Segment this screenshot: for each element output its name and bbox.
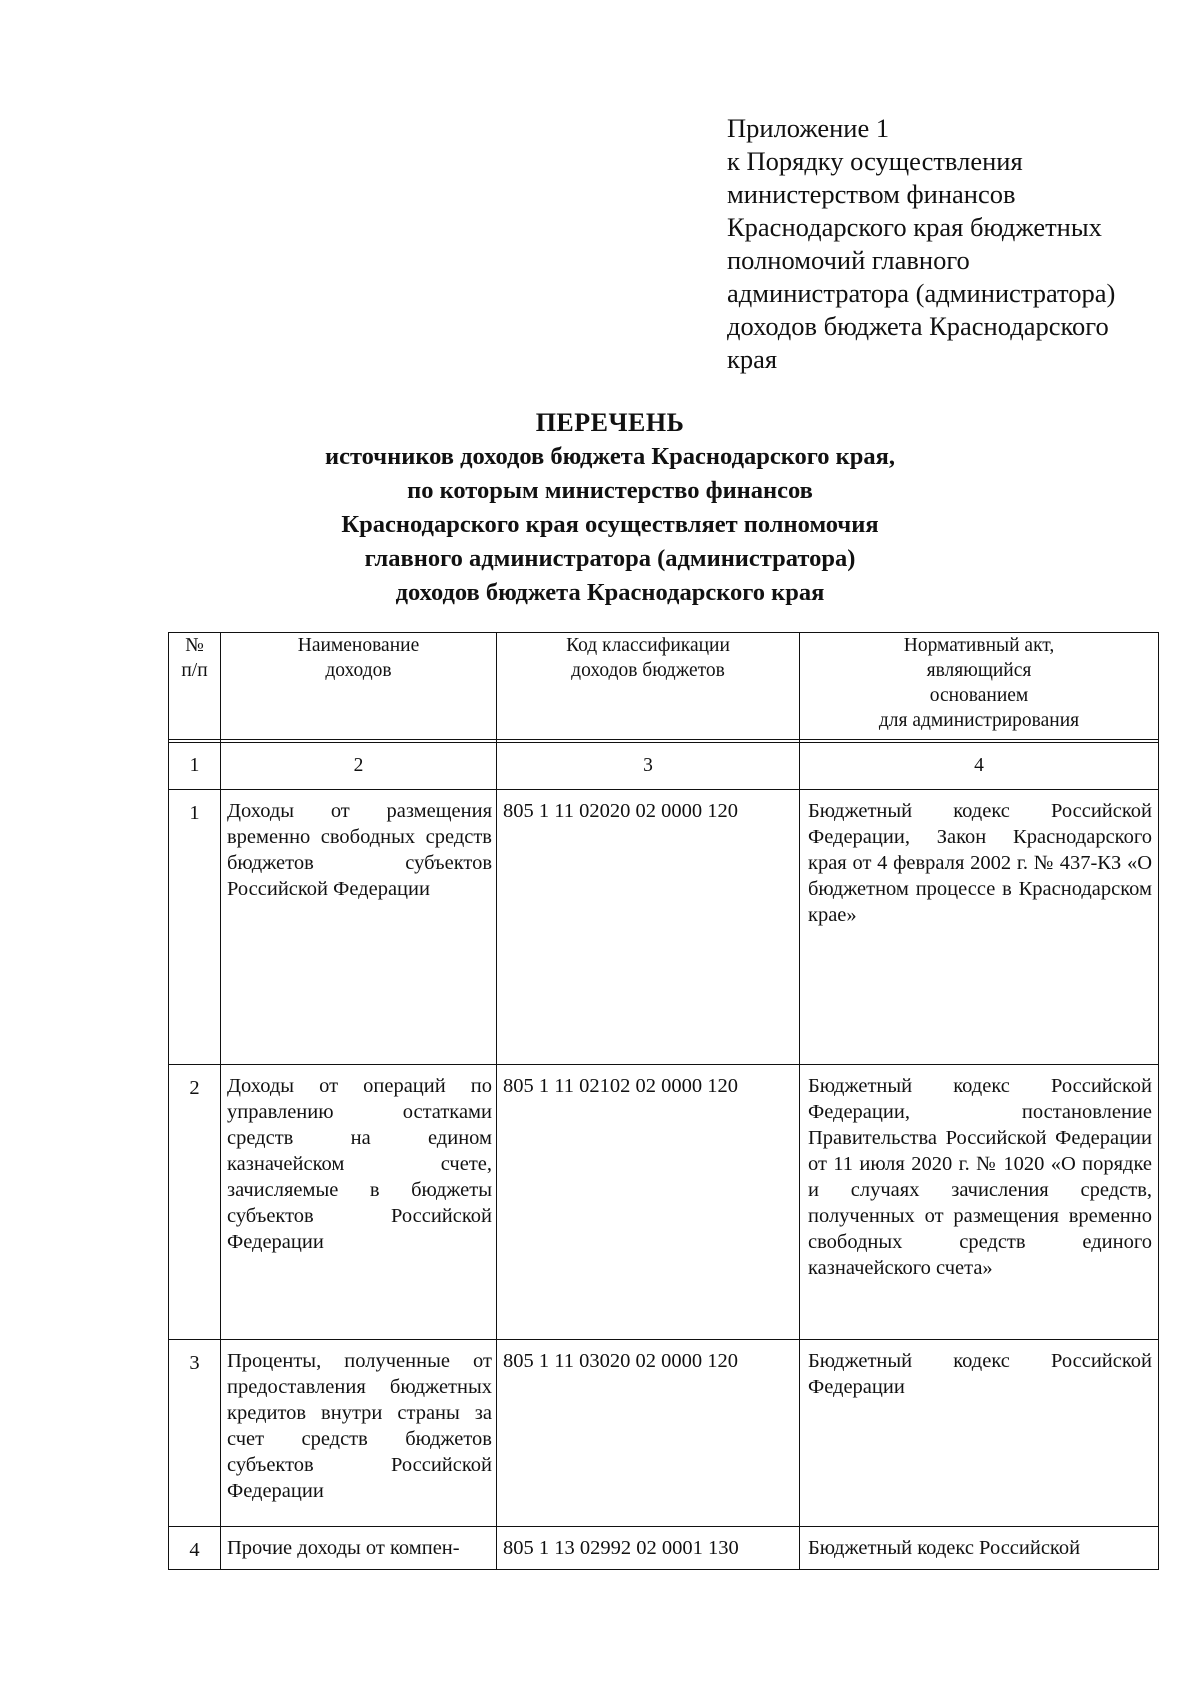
- revenue-sources-table: [168, 632, 1159, 1570]
- normative-act: Бюджетный кодекс Российской Федерации, постановление Правительства Российской Федерации от 11 июля 2020 г. № 1020 «О порядке и случаях зачисления средств, полученных от размещения временно свободных средств единого казначейского счета»: [800, 1065, 1159, 1340]
- revenue-name: Проценты, полученные от предоставления бюджетных кредитов внутри страны за счет средств бюджетов субъектов Российской Федерации: [221, 1340, 497, 1527]
- appendix-line: администратора (администратора): [727, 278, 1116, 308]
- table-row: [169, 790, 1159, 1065]
- classification-code: 805 1 13 02992 02 0001 130: [497, 1527, 800, 1570]
- normative-act: Бюджетный кодекс Российской Федерации: [800, 1340, 1159, 1527]
- column-number: 2: [221, 743, 497, 790]
- title-line: источников доходов бюджета Краснодарского края,: [324, 443, 896, 470]
- table-row: [169, 1065, 1159, 1340]
- revenue-name: Доходы от размещения временно свободных средств бюджетов субъектов Российской Федерации: [221, 790, 497, 1065]
- header-name-line: доходов: [325, 660, 392, 681]
- document-title: [150, 406, 1070, 610]
- classification-code: 805 1 11 02020 02 0000 120: [497, 790, 800, 1065]
- header-act-line: Нормативный акт,: [903, 635, 1055, 656]
- row-number: 2: [169, 1065, 221, 1340]
- row-number: 1: [169, 790, 221, 1065]
- classification-code: 805 1 11 02102 02 0000 120: [497, 1065, 800, 1340]
- appendix-line: Приложение 1: [727, 113, 890, 143]
- header-act-line: для администрирования: [878, 710, 1080, 731]
- header-code: [497, 633, 800, 740]
- classification-code: 805 1 11 03020 02 0000 120: [497, 1340, 800, 1527]
- header-act: [800, 633, 1159, 740]
- header-num-line: п/п: [181, 660, 208, 681]
- normative-act: Бюджетный кодекс Российской Федерации, Закон Краснодарского края от 4 февраля 2002 г. № 437-КЗ «О бюджетном процессе в Краснодарском крае»: [800, 790, 1159, 1065]
- header-name: [221, 633, 497, 740]
- normative-act: Бюджетный кодекс Российской: [800, 1527, 1159, 1570]
- appendix-note: [727, 112, 1167, 376]
- row-number: 4: [169, 1527, 221, 1570]
- column-number: 1: [169, 743, 221, 790]
- title-line: по которым министерство финансов: [407, 477, 813, 504]
- table-row: [169, 1340, 1159, 1527]
- appendix-line: края: [727, 344, 778, 374]
- appendix-line: Краснодарского края бюджетных: [727, 212, 1102, 242]
- revenue-name: Доходы от операций по управлению остатками средств на едином казначейском счете, зачисляемые в бюджеты субъектов Российской Федерации: [221, 1065, 497, 1340]
- title-line: главного администратора (администратора): [364, 545, 856, 572]
- header-act-line: являющийся: [926, 660, 1032, 681]
- appendix-line: к Порядку осуществления: [727, 146, 1023, 176]
- header-name-line: Наименование: [297, 635, 420, 656]
- table-row: [169, 1527, 1159, 1570]
- header-num: [169, 633, 221, 740]
- title-main: ПЕРЕЧЕНЬ: [535, 408, 685, 437]
- header-act-line: основанием: [929, 685, 1029, 706]
- revenue-name: Прочие доходы от компен-: [221, 1527, 497, 1570]
- appendix-line: доходов бюджета Краснодарского: [727, 311, 1109, 341]
- appendix-line: полномочий главного: [727, 245, 970, 275]
- title-line: Краснодарского края осуществляет полномочия: [341, 511, 879, 538]
- table-header-row: [169, 633, 1159, 740]
- column-number: 4: [800, 743, 1159, 790]
- column-number: 3: [497, 743, 800, 790]
- title-line: доходов бюджета Краснодарского края: [395, 579, 825, 606]
- column-number-row: [169, 743, 1159, 790]
- header-num-line: №: [185, 635, 204, 656]
- appendix-line: министерством финансов: [727, 179, 1016, 209]
- row-number: 3: [169, 1340, 221, 1527]
- header-code-line: Код классификации: [566, 635, 730, 656]
- header-code-line: доходов бюджетов: [571, 660, 725, 681]
